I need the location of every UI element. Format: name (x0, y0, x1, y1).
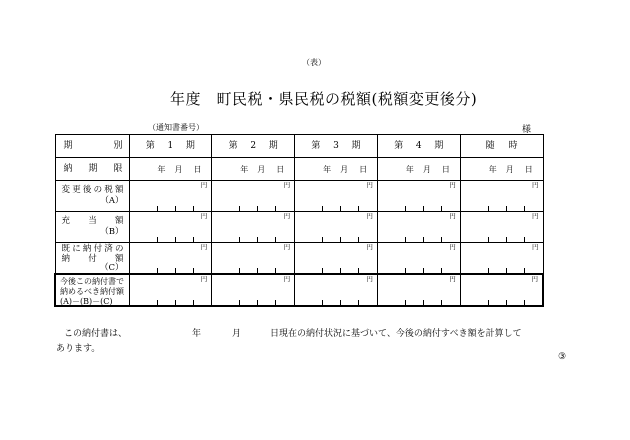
digit-tick (405, 206, 406, 211)
digit-tick (257, 268, 258, 273)
digit-tick (257, 300, 258, 305)
page-title: 年度 町民税・県民税の税額(税額変更後分) (170, 90, 478, 108)
amount-cell: 円 (212, 274, 295, 306)
revised-tax-label: 変 更 後 の 税 額 （A） (55, 181, 129, 212)
digit-tick (488, 268, 489, 273)
digit-tick (322, 237, 323, 242)
page-marker: ③ (558, 352, 567, 362)
digit-tick (441, 206, 442, 211)
digit-tick (524, 300, 525, 305)
period-header-label: 期 別 (55, 135, 129, 158)
amount-cell: 円 (212, 243, 295, 275)
digit-tick (175, 300, 176, 305)
amount-cell: 円 (129, 274, 212, 306)
amount-cell: 円 (377, 212, 460, 243)
footer-text-start: この納付書は、 (64, 329, 128, 339)
digit-tick (423, 268, 424, 273)
honorific-label: 様 (522, 125, 532, 135)
table-row (55, 135, 543, 158)
period-anytime-header: 随 時 (460, 135, 543, 158)
due-date-cell: 年 月 日 (212, 158, 295, 181)
digit-tick (405, 268, 406, 273)
digit-tick (257, 206, 258, 211)
digit-tick (239, 300, 240, 305)
period-3-header: 第 3 期 (295, 135, 378, 158)
digit-tick (275, 268, 276, 273)
amount-cell: 円 (460, 243, 543, 275)
digit-tick (441, 268, 442, 273)
digit-tick (157, 206, 158, 211)
digit-tick (405, 237, 406, 242)
table-row (55, 212, 543, 243)
period-4-header: 第 4 期 (377, 135, 460, 158)
digit-tick (275, 206, 276, 211)
due-date-label: 納 期 限 (55, 158, 129, 181)
digit-tick (239, 206, 240, 211)
digit-tick (340, 206, 341, 211)
due-date-cell: 年 月 日 (377, 158, 460, 181)
table-row (55, 158, 543, 181)
footer-text-line2: あります。 (56, 344, 101, 354)
digit-tick (193, 268, 194, 273)
amount-cell: 円 (295, 181, 378, 212)
table-row (55, 181, 543, 212)
digit-tick (524, 268, 525, 273)
amount-cell: 円 (460, 274, 543, 306)
digit-tick (488, 300, 489, 305)
due-date-cell: 年 月 日 (129, 158, 212, 181)
digit-tick (405, 300, 406, 305)
digit-tick (239, 237, 240, 242)
remaining-amount-label: 今後この納付書で 納めるべき納付額 (A)－(B)－(C) (55, 274, 129, 306)
tax-table (54, 134, 544, 307)
table-row (55, 274, 543, 306)
amount-cell: 円 (129, 243, 212, 275)
digit-tick (340, 268, 341, 273)
footer-text-rest: 日現在の納付状況に基づいて、今後の納付すべき額を計算して (270, 329, 522, 339)
digit-tick (358, 300, 359, 305)
digit-tick (193, 237, 194, 242)
digit-tick (506, 300, 507, 305)
amount-cell: 円 (377, 181, 460, 212)
footer-year-unit: 年 (192, 329, 202, 339)
digit-tick (423, 206, 424, 211)
digit-tick (239, 268, 240, 273)
digit-tick (175, 237, 176, 242)
digit-tick (488, 206, 489, 211)
period-1-header: 第 1 期 (129, 135, 212, 158)
omote-label: （表） (302, 58, 326, 67)
digit-tick (157, 268, 158, 273)
amount-cell: 円 (377, 274, 460, 306)
amount-cell: 円 (460, 212, 543, 243)
amount-cell: 円 (212, 212, 295, 243)
digit-tick (175, 206, 176, 211)
due-date-cell: 年 月 日 (460, 158, 543, 181)
digit-tick (506, 206, 507, 211)
digit-tick (340, 300, 341, 305)
due-date-cell: 年 月 日 (295, 158, 378, 181)
amount-cell: 円 (212, 181, 295, 212)
digit-tick (322, 268, 323, 273)
digit-tick (524, 206, 525, 211)
paid-amount-label: 既 に 納 付 済 の 納 付 額 （C） (55, 243, 129, 275)
amount-cell: 円 (295, 212, 378, 243)
table-row (55, 243, 543, 275)
digit-tick (322, 300, 323, 305)
digit-tick (441, 237, 442, 242)
digit-tick (488, 237, 489, 242)
digit-tick (506, 268, 507, 273)
digit-tick (423, 300, 424, 305)
digit-tick (506, 237, 507, 242)
notice-number-label: （通知書番号） (148, 123, 204, 132)
digit-tick (423, 237, 424, 242)
digit-tick (257, 237, 258, 242)
digit-tick (157, 300, 158, 305)
amount-cell: 円 (129, 212, 212, 243)
amount-cell: 円 (377, 243, 460, 275)
digit-tick (275, 237, 276, 242)
footer-month-unit: 月 (232, 329, 242, 339)
digit-tick (524, 237, 525, 242)
amount-cell: 円 (295, 243, 378, 275)
amount-cell: 円 (460, 181, 543, 212)
amount-cell: 円 (129, 181, 212, 212)
amount-cell: 円 (295, 274, 378, 306)
digit-tick (175, 268, 176, 273)
digit-tick (340, 237, 341, 242)
period-2-header: 第 2 期 (212, 135, 295, 158)
digit-tick (157, 237, 158, 242)
digit-tick (193, 206, 194, 211)
digit-tick (193, 300, 194, 305)
digit-tick (358, 268, 359, 273)
digit-tick (322, 206, 323, 211)
digit-tick (358, 237, 359, 242)
allocated-amount-label: 充 当 額 （B） (55, 212, 129, 243)
digit-tick (358, 206, 359, 211)
digit-tick (275, 300, 276, 305)
digit-tick (441, 300, 442, 305)
